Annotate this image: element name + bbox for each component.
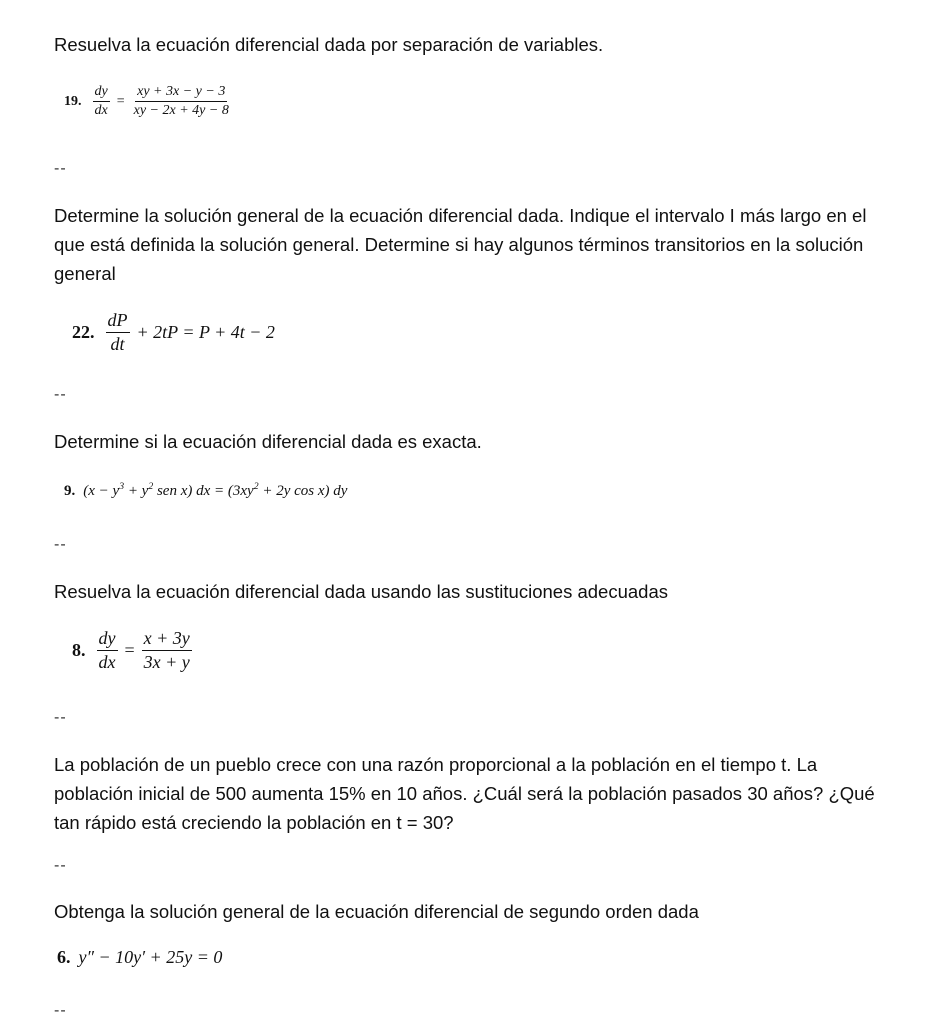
- fraction-dy-dx: [93, 84, 110, 119]
- problem-number: 8.: [72, 640, 86, 660]
- separator: --: [54, 386, 67, 403]
- numerator: xy + 3x − y − 3: [135, 84, 227, 102]
- equals-sign: =: [124, 640, 135, 660]
- exponent: 2: [148, 481, 154, 492]
- fraction-dP-dt: [106, 310, 130, 355]
- denominator: xy − 2x + 4y − 8: [133, 103, 229, 118]
- equation-19: [64, 84, 234, 119]
- instruction-substitutions: Resuelva la ecuación diferencial dada usando las sustituciones adecuadas: [54, 581, 668, 602]
- equation-22: [72, 310, 275, 355]
- equation-body: [83, 483, 347, 500]
- population-line-2: población inicial de 500 aumenta 15% en 10 años. ¿Cuál será la población pasados 30 años? ¿Qué: [54, 783, 875, 804]
- equation-6: [57, 947, 222, 968]
- equation-rest: + 2tP = P + 4t − 2: [136, 322, 275, 342]
- eq-part: + y: [124, 483, 149, 499]
- instruction-second-order: Obtenga la solución general de la ecuación diferencial de segundo orden dada: [54, 901, 699, 922]
- instruction-exact: Determine si la ecuación diferencial dada es exacta.: [54, 431, 482, 452]
- problem-number: 19.: [64, 93, 82, 109]
- denominator: 3x + y: [143, 652, 190, 672]
- population-line-1: La población de un pueblo crece con una razón proporcional a la población en el tiempo t. La: [54, 754, 818, 775]
- denominator: dx: [94, 103, 108, 118]
- population-line-3: tan rápido está creciendo la población en t = 30?: [54, 812, 454, 833]
- equation-8: [72, 628, 195, 673]
- denominator: dt: [110, 334, 125, 354]
- fraction-dy-dx: [97, 628, 118, 673]
- separator: --: [54, 160, 67, 177]
- separator: --: [54, 536, 67, 553]
- instruction-line-3: general: [54, 263, 116, 284]
- separator: --: [54, 709, 67, 726]
- problem-number: 6.: [57, 947, 71, 967]
- problem-number: 22.: [72, 322, 95, 342]
- equation-9: [64, 483, 347, 500]
- equation-body: y″ − 10y′ + 25y = 0: [78, 947, 223, 967]
- instruction-line-1: Determine la solución general de la ecuación diferencial dada. Indique el intervalo I más largo en el: [54, 205, 867, 226]
- numerator: dy: [93, 84, 110, 102]
- problem-number: 9.: [64, 483, 76, 499]
- exponent: 3: [119, 481, 125, 492]
- denominator: dx: [98, 652, 116, 672]
- instruction-line-2: que está definida la solución general. Determine si hay algunos términos transitorios en la solución: [54, 234, 864, 255]
- eq-part: + 2y cos x) dy: [258, 483, 348, 499]
- fraction-rhs: [142, 628, 192, 673]
- exponent: 2: [253, 481, 259, 492]
- fraction-rhs: [132, 84, 231, 119]
- numerator: dP: [106, 310, 130, 333]
- eq-part: (x − y: [83, 483, 120, 499]
- numerator: dy: [97, 628, 118, 651]
- separator: --: [54, 1002, 67, 1019]
- equals-sign: =: [116, 93, 125, 109]
- eq-part: sen x) dx = (3xy: [153, 483, 254, 499]
- numerator: x + 3y: [142, 628, 192, 651]
- instruction-separation-of-variables: Resuelva la ecuación diferencial dada por separación de variables.: [54, 34, 604, 55]
- separator: --: [54, 857, 67, 874]
